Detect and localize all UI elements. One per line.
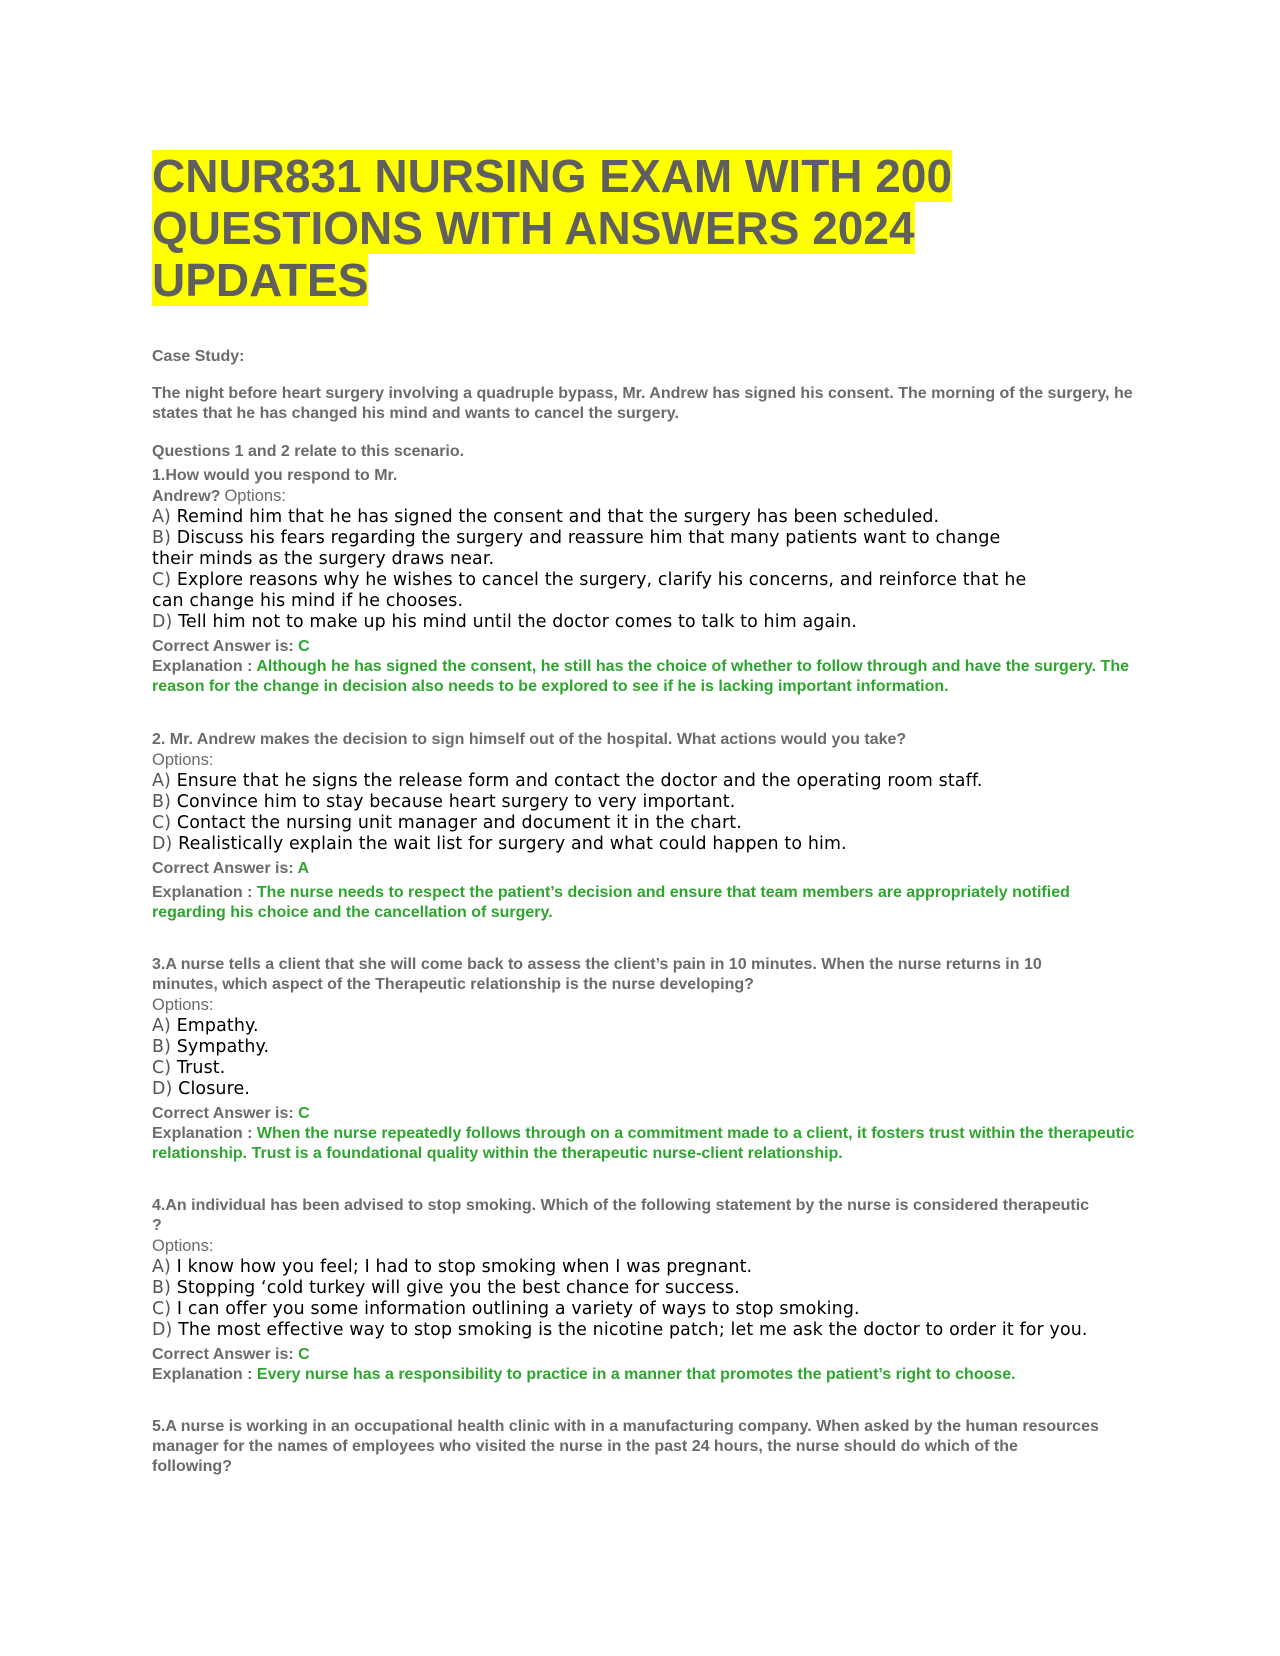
case-study-text: The night before heart surgery involving a quadruple bypass, Mr. Andrew has signed his consent. The morning of the surgery, he states that he has changed his mind and wants to cancel the surgery. xyxy=(152,385,1133,422)
document-page xyxy=(152,150,1142,1477)
option-b: B) Stopping ‘cold turkey will give you the best chance for success. xyxy=(152,1278,740,1298)
explanation-text: The nurse needs to respect the patient’s decision and ensure that team members are appropriately notified regarding his choice and the cancellation of surgery. xyxy=(152,884,1070,921)
correct-answer: Correct Answer is: C xyxy=(152,638,310,655)
question-3 xyxy=(152,955,1142,1164)
option-c: C) I can offer you some information outlining a variety of ways to stop smoking. xyxy=(152,1299,860,1319)
option-a: A) Remind him that he has signed the consent and that the surgery has been scheduled. xyxy=(152,507,940,527)
options-label: Options: xyxy=(152,996,214,1014)
option-b: B) Discuss his fears regarding the surgery and reassure him that many patients want to change their minds as the surgery draws near. xyxy=(152,528,1001,569)
question-5 xyxy=(152,1417,1142,1477)
options-label: Options: xyxy=(152,1237,214,1255)
correct-answer-value: C xyxy=(298,1105,310,1122)
explanation: Explanation : When the nurse repeatedly follows through on a commitment made to a client, it fosters trust within the therapeutic relationship. Trust is a foundational quality within the therapeutic nurse-client relationship. xyxy=(152,1125,1135,1162)
option-c: C) Trust. xyxy=(152,1058,226,1078)
case-study-relates: Questions 1 and 2 relate to this scenario. xyxy=(152,443,465,460)
options-label: Options: xyxy=(224,487,286,505)
correct-answer-value: A xyxy=(297,860,310,877)
question-text: 2. Mr. Andrew makes the decision to sign himself out of the hospital. What actions would you take? xyxy=(152,731,907,748)
title-line-1: CNUR831 NURSING EXAM WITH 200 xyxy=(152,150,953,202)
question-1 xyxy=(152,465,1142,697)
question-text: 1.How would you respond to Mr. xyxy=(152,467,398,484)
explanation-text: Although he has signed the consent, he still has the choice of whether to follow through and have the surgery. The reason for the change in decision also needs to be explored to see if he is lacking important information. xyxy=(152,658,1129,695)
option-a: A) Empathy. xyxy=(152,1016,259,1036)
option-c: C) Contact the nursing unit manager and document it in the chart. xyxy=(152,813,742,833)
option-d: D) Closure. xyxy=(152,1079,251,1099)
explanation: Explanation : Every nurse has a responsibility to practice in a manner that promotes the patient’s right to choose. xyxy=(152,1366,1016,1383)
options-label: Options: xyxy=(152,751,214,769)
option-d: D) Realistically explain the wait list for surgery and what could happen to him. xyxy=(152,834,847,854)
case-study-label: Case Study: xyxy=(152,348,245,365)
option-d: D) Tell him not to make up his mind until the doctor comes to talk to him again. xyxy=(152,612,858,632)
question-text-cont: Andrew? xyxy=(152,488,221,505)
explanation: Explanation : Although he has signed the consent, he still has the choice of whether to follow through and have the surgery. The reason for the change in decision also needs to be explored to see if he is lacking important information. xyxy=(152,658,1129,695)
question-2 xyxy=(152,729,1142,923)
page-title xyxy=(152,150,1142,306)
correct-answer: Correct Answer is: C xyxy=(152,1346,310,1363)
explanation-text: When the nurse repeatedly follows through on a commitment made to a client, it fosters trust within the therapeutic relationship. Trust is a foundational quality within the therapeutic nurse-client relationship. xyxy=(152,1125,1135,1162)
question-text: 3.A nurse tells a client that she will come back to assess the client’s pain in 10 minutes. When the nurse returns in 10 minutes, which aspect of the Therapeutic relationship is the nurse developing? xyxy=(152,956,1042,993)
title-line-2: QUESTIONS WITH ANSWERS 2024 xyxy=(152,202,915,254)
question-text: 4.An individual has been advised to stop smoking. Which of the following statement by the nurse is considered therapeutic ? xyxy=(152,1197,1090,1234)
correct-answer-value: C xyxy=(298,638,310,655)
question-4 xyxy=(152,1196,1142,1385)
option-d: D) The most effective way to stop smoking is the nicotine patch; let me ask the doctor to order it for you. xyxy=(152,1320,1088,1340)
title-line-3: UPDATES xyxy=(152,254,369,306)
option-b: B) Sympathy. xyxy=(152,1037,270,1057)
question-text: 5.A nurse is working in an occupational health clinic with in a manufacturing company. When asked by the human resources manager for the names of employees who visited the nurse in the past 24 hours, the nurse should do which of the following? xyxy=(152,1418,1099,1475)
option-a: A) I know how you feel; I had to stop smoking when I was pregnant. xyxy=(152,1257,753,1277)
correct-answer: Correct Answer is: A xyxy=(152,860,310,877)
option-b: B) Convince him to stay because heart surgery to very important. xyxy=(152,792,736,812)
correct-answer-value: C xyxy=(298,1346,310,1363)
correct-answer: Correct Answer is: C xyxy=(152,1105,310,1122)
explanation-text: Every nurse has a responsibility to practice in a manner that promotes the patient’s right to choose. xyxy=(256,1366,1016,1383)
explanation: Explanation : The nurse needs to respect the patient’s decision and ensure that team members are appropriately notified regarding his choice and the cancellation of surgery. xyxy=(152,884,1070,921)
option-c: C) Explore reasons why he wishes to cancel the surgery, clarify his concerns, and reinforce that he can change his mind if he chooses. xyxy=(152,570,1027,611)
option-a: A) Ensure that he signs the release form and contact the doctor and the operating room staff. xyxy=(152,771,983,791)
